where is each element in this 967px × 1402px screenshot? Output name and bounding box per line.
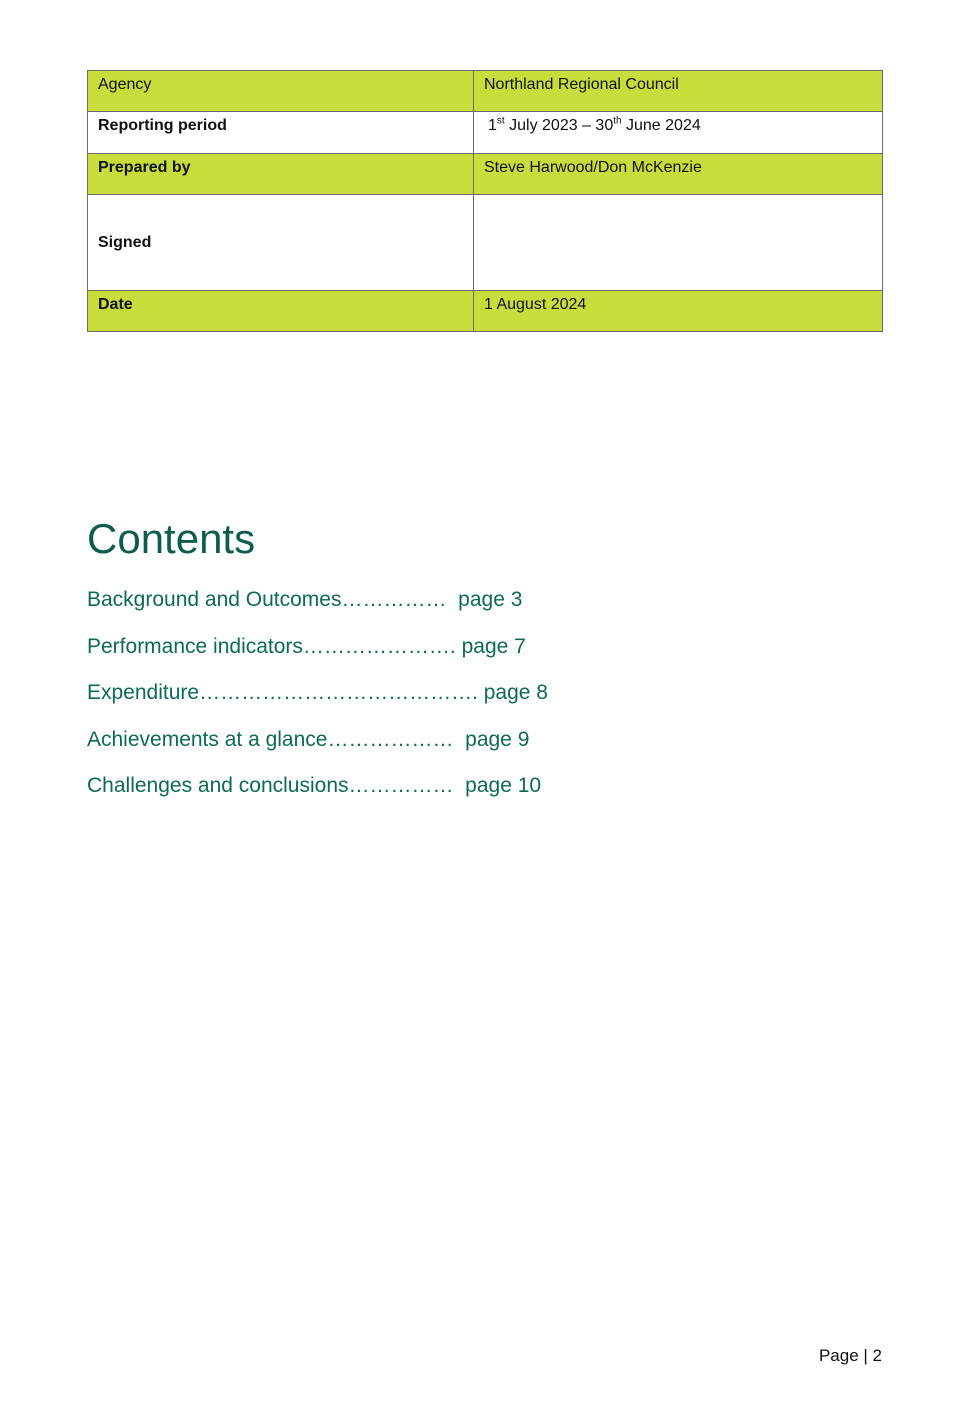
prepared-by-label: Prepared by xyxy=(88,154,474,195)
reporting-period-label: Reporting period xyxy=(88,112,474,154)
toc-item-background[interactable]: Background and Outcomes…………… page 3 xyxy=(87,588,523,611)
reporting-period-row xyxy=(88,112,883,154)
contents-heading: Contents xyxy=(87,515,256,562)
period-start-suffix: st xyxy=(496,115,505,127)
agency-value: Northland Regional Council xyxy=(474,71,883,112)
period-start-day: 1 xyxy=(488,117,497,134)
agency-label: Agency xyxy=(88,71,474,112)
prepared-by-row xyxy=(88,154,883,195)
reporting-period-value xyxy=(474,112,883,154)
date-value: 1 August 2024 xyxy=(474,291,883,332)
prepared-by-value: Steve Harwood/Don McKenzie xyxy=(474,154,883,195)
signed-label: Signed xyxy=(88,195,474,291)
signed-row xyxy=(88,195,883,291)
toc-item-performance-indicators[interactable]: Performance indicators…………………. page 7 xyxy=(87,634,526,658)
toc-item-achievements[interactable]: Achievements at a glance……………… page 9 xyxy=(87,727,530,751)
toc-item-expenditure[interactable]: Expenditure…………………………………. page 8 xyxy=(87,681,548,705)
report-info-table xyxy=(87,70,883,332)
signed-value xyxy=(474,195,883,291)
period-end-suffix: th xyxy=(613,115,622,127)
date-row xyxy=(88,291,883,332)
period-end-rest: June 2024 xyxy=(621,117,701,134)
table-of-contents xyxy=(87,584,548,817)
period-start-rest: July 2023 – 30 xyxy=(504,117,614,134)
date-label: Date xyxy=(88,291,474,332)
page-number: Page | 2 xyxy=(818,1346,882,1365)
toc-item-challenges[interactable]: Challenges and conclusions…………… page 10 xyxy=(87,774,542,798)
agency-row xyxy=(88,71,883,112)
